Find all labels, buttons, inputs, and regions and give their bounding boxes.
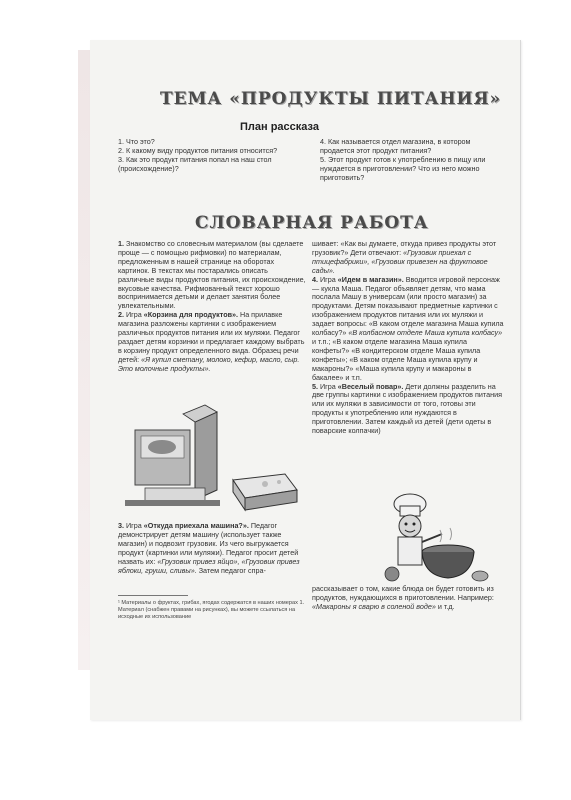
game-name: «Веселый повар». [337,381,404,391]
plan-heading: План рассказа [240,121,319,133]
speech-example: «Макароны я сварю в соленой воде» [312,601,436,611]
page-edge-decoration [78,50,90,670]
item-text: Вводится игровой персонаж — кукла Маша. Педагог объявляет детям, что мама послала Машу в универсам (или просто магазин) за продуктами. Детям показывают предметные картинки с изображением продуктов питания или их муляжи и задает вопросы: «В каком отделе магазина Маша купила колбасу?» [312,274,504,338]
item-text-tail: и т.п.; «В каком отделе магазина Маша купила конфеты?» «В кондитерском отделе Маша купила конфеты»; «В каком отделе Маша купила крупу и макароны?» «Маша купила крупу и макароны в бакалее» и т.п. [312,336,481,382]
speech-example: «Грузовик приехал с птицефабрики», «Грузовик привезен на фруктовое сады». [312,247,488,275]
plan-item: 1. Что это? [118,137,155,146]
item-text-tail: и т.д. [435,601,455,611]
item-text: шивает: «Как вы думаете, откуда привез продукты этот грузовик?» Дети отвечают: [312,239,497,257]
plan-item: 2. К какому виду продуктов питания относится? [118,145,278,155]
item-5-continuation [312,585,504,612]
item-text: Педагог демонстрирует детям машину (использует также магазин) и подвозит грузовик. Из чего выгружается продукт (картинки или муляжи). Педагог просит детей назвать их: [118,521,299,566]
game-name: «Откуда приехала машина?». [143,521,249,530]
item-text: Знакомство со словесным материалом (вы сделаете проще — с помощью рифмовки) по материалам, предложенным в нашей странице на оборотах картинок. В текстах мы постарались описать различные виды продуктов питания, их происхождение, вкусовые качества. Рифмованный текст хорошо воспринимается детьми и делает занятия более увлекательными. [118,239,306,311]
item-1 [118,240,306,311]
item-text: рассказывает о том, какие блюда он будет готовить из продуктов, нуждающихся в приготовлении. Например: [312,584,494,602]
game-lead: Игра [320,381,338,391]
item-number: 3. [118,521,124,530]
item-number: 5. [312,381,318,391]
game-lead: Игра [320,274,338,284]
item-4 [312,276,504,383]
item-text-tail: Затем педагог спра- [196,565,266,575]
cheese-illustration [225,460,305,520]
game-name: «Идем в магазин». [337,274,404,284]
game-lead: Игра [126,310,144,320]
item-number: 1. [118,239,124,248]
item-3-continuation [312,240,504,276]
item-3 [118,522,306,575]
footnote-divider [118,595,188,596]
section-title: СЛОВАРНАЯ РАБОТА [195,213,429,233]
chef-cooking-illustration [380,490,490,585]
game-name: «Корзина для продуктов». [143,310,238,320]
item-5 [312,383,504,436]
item-2 [118,311,306,373]
plan-item: 4. Как называется отдел магазина, в котором продается этот продукт питания? [320,137,471,155]
plan-item: 3. Как это продукт питания попал на наш стол (происхождение)? [118,154,272,173]
speech-example: «Грузовик привез яйцо», «Грузовик привез яблоки, груши, сливы». [118,556,300,575]
game-lead: Игра [126,521,144,530]
speech-example: «В колбасном отделе Маша купила колбасу» [348,328,503,338]
plan-left-column [118,138,313,174]
speech-example: «Я купил сметану, молоко, кефир, масло, сыр. Это молочные продукты». [118,354,300,373]
right-column [312,240,504,436]
left-column-bottom [118,522,306,575]
main-title: ТЕМА «ПРОДУКТЫ ПИТАНИЯ» [160,89,502,109]
left-column [118,240,306,374]
item-text: На прилавке магазина разложены картинки с изображением различных продуктов питания или их муляжи. Педагог раздает детям корзинки и предлагает каждому выбрать в корзину продукт определенного вида. Образец речи детей: [118,310,305,364]
plan-right-column [320,138,505,183]
footnote: ¹ Материалы о фруктах, грибах, ягодах содержатся в наших номерах 1. Материал (снабжен правами на рисунках), вы можете ссылаться на исходные их использование [118,600,305,620]
plan-item: 5. Этот продукт готов к употреблению в пищу или нуждается в приготовлении? Что из него можно приготовить? [320,154,486,182]
item-text: Дети должны разделить на две группы картинки с изображением продуктов питания или их муляжи в зависимости от того, готовы эти продукты к употреблению или нуждаются в приготовлении. Затем каждый из детей (дети одеты в поварские колпачки) [312,381,502,436]
item-number: 4. [312,274,318,284]
item-number: 2. [118,310,124,320]
right-column-bottom [312,585,504,612]
